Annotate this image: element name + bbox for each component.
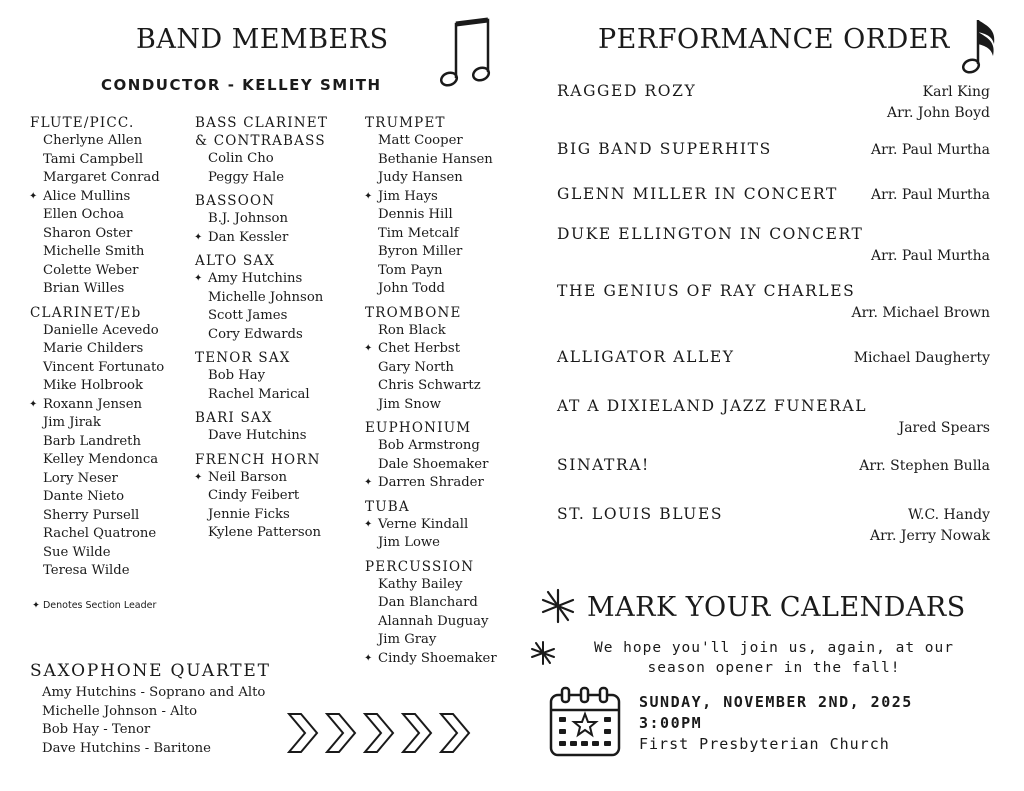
member-name: Scott James — [208, 308, 288, 323]
piece-credits — [852, 303, 991, 324]
member-name: Teresa Wilde — [43, 563, 130, 578]
performance-piece — [557, 348, 990, 366]
member-name: Kelley Mendonca — [43, 452, 159, 467]
piece-credits — [871, 185, 990, 206]
member-name: Kathy Bailey — [378, 576, 463, 592]
piece-credit: Arr. Jerry Nowak — [870, 528, 990, 544]
member-name: Alannah Duguay — [378, 613, 489, 629]
piece-credits — [871, 140, 990, 161]
mark-your-calendars-heading: MARK YOUR CALENDARS — [587, 592, 966, 623]
piece-title: GLENN MILLER IN CONCERT — [557, 185, 838, 203]
member-name: Rachel Quatrone — [43, 526, 157, 541]
performance-piece — [557, 282, 990, 321]
section-title: TRUMPET — [365, 115, 446, 131]
section-title: CLARINET/Eb — [30, 304, 142, 321]
section-title: EUPHONIUM — [365, 420, 472, 436]
member-name: Bethanie Hansen — [378, 151, 493, 167]
calendar-message-line1: We hope you'll join us, again, at our — [593, 640, 954, 656]
piece-credits — [871, 246, 990, 267]
section-leader-name: ✦ Darren Shrader — [365, 474, 497, 493]
performance-order-heading: PERFORMANCE ORDER — [598, 24, 950, 55]
member-name: Dante Nieto — [43, 489, 125, 504]
member-name: Tim Metcalf — [378, 225, 459, 241]
section-title: TROMBONE — [365, 304, 462, 321]
conductor-line: CONDUCTOR - KELLEY SMITH — [101, 76, 382, 94]
calendar-star-icon — [548, 686, 622, 760]
member-name: Colette Weber — [43, 262, 139, 278]
member-name: Cory Edwards — [208, 326, 303, 342]
member-name: Dennis Hill — [378, 207, 453, 222]
event-date: SUNDAY, NOVEMBER 2ND, 2025 — [639, 693, 913, 711]
section-leader-name: ✦ Chet Herbst — [365, 340, 497, 359]
piece-title: ST. LOUIS BLUES — [557, 505, 724, 523]
section-leader-name: ✦ Cindy Shoemaker — [365, 650, 497, 669]
member-name: Barb Landreth — [43, 433, 141, 449]
quartet-member: Amy Hutchins - Soprano and Alto — [42, 685, 266, 700]
section-title: TUBA — [365, 498, 410, 515]
section-title: ALTO SAX — [195, 253, 276, 269]
member-name: Mike Holbrook — [43, 378, 143, 393]
piece-title: DUKE ELLINGTON IN CONCERT — [557, 225, 864, 243]
member-name: Vincent Fortunato — [43, 359, 165, 375]
performance-piece — [557, 82, 990, 121]
section-leader-name: ✦ Jim Hays — [365, 188, 497, 207]
section-leader-note — [32, 600, 156, 611]
section-leader-name: ✦ Roxann Jensen — [30, 396, 164, 415]
event-venue: First Presbyterian Church — [639, 735, 890, 753]
piece-title: AT A DIXIELAND JAZZ FUNERAL — [557, 397, 868, 415]
member-name: Sharon Oster — [43, 225, 133, 241]
piece-credit: Arr. Paul Murtha — [871, 248, 990, 264]
member-name: Lory Neser — [43, 470, 118, 486]
piece-credit: Arr. Stephen Bulla — [859, 458, 990, 474]
member-name: Jim Lowe — [378, 535, 440, 550]
member-name: Danielle Acevedo — [43, 322, 159, 338]
section-leader-note-text: Denotes Section Leader — [42, 600, 157, 611]
piece-credit: Arr. John Boyd — [887, 105, 990, 121]
member-name: Dale Shoemaker — [378, 456, 489, 472]
member-name: Michelle Johnson — [208, 289, 324, 305]
section-title: & CONTRABASS — [195, 133, 326, 149]
piece-credit: Jared Spears — [898, 420, 990, 436]
piece-title: THE GENIUS OF RAY CHARLES — [557, 282, 856, 300]
member-name: Chris Schwartz — [378, 378, 481, 393]
member-name: Sherry Pursell — [43, 507, 140, 523]
member-name: Rachel Marical — [208, 386, 310, 402]
member-name: Michelle Smith — [43, 244, 145, 259]
section-leader-name: ✦ Dan Kessler — [195, 229, 328, 248]
member-name: Dave Hutchins — [208, 428, 307, 443]
member-name: Matt Cooper — [378, 133, 463, 148]
performance-piece — [557, 397, 990, 436]
member-name: Margaret Conrad — [43, 170, 160, 185]
members-column-2 — [195, 114, 328, 543]
piece-title: ALLIGATOR ALLEY — [557, 348, 735, 366]
band-members-heading: BAND MEMBERS — [136, 24, 389, 55]
performance-piece — [557, 456, 990, 474]
piece-title: BIG BAND SUPERHITS — [557, 140, 772, 158]
quartet-member: Michelle Johnson - Alto — [42, 703, 198, 719]
asterisk-sparkle-icon — [530, 640, 556, 666]
members-column-1 — [30, 114, 164, 581]
section-title: FRENCH HORN — [195, 451, 321, 468]
section-leader-name: ✦ Verne Kindall — [365, 516, 497, 535]
quartet-list — [30, 684, 271, 758]
music-note-icon — [958, 16, 1000, 76]
member-name: Jim Snow — [378, 396, 441, 412]
music-note-icon — [436, 16, 498, 94]
member-name: B.J. Johnson — [208, 211, 288, 226]
section-leader-name: ✦ Alice Mullins — [30, 188, 164, 207]
quartet-member: Bob Hay - Tenor — [42, 722, 151, 737]
section-leader-name: ✦ Amy Hutchins — [195, 270, 328, 289]
member-name: Bob Armstrong — [378, 438, 480, 453]
saxophone-quartet — [30, 660, 271, 758]
member-name: Tami Campbell — [43, 151, 144, 167]
member-name: Dan Blanchard — [378, 595, 478, 610]
calendar-message-line2: season opener in the fall! — [647, 660, 901, 676]
member-name: Brian Willes — [43, 281, 125, 296]
member-name: Jim Gray — [378, 632, 437, 647]
member-name: Byron Miller — [378, 244, 463, 259]
section-title: FLUTE/PICC. — [30, 115, 135, 131]
calendar-message — [560, 638, 988, 678]
member-name: Marie Childers — [43, 341, 144, 356]
performance-piece — [557, 185, 990, 203]
piece-title: RAGGED ROZY — [557, 82, 697, 100]
piece-credits — [859, 456, 990, 477]
section-title: TENOR SAX — [195, 350, 291, 366]
section-title: BARI SAX — [195, 410, 273, 426]
piece-title: SINATRA! — [557, 456, 650, 474]
member-name: Sue Wilde — [43, 544, 111, 560]
performance-piece — [557, 505, 990, 544]
piece-credits — [870, 505, 990, 547]
piece-credit: Arr. Paul Murtha — [871, 187, 990, 203]
members-column-3 — [365, 114, 497, 668]
member-name: Ellen Ochoa — [43, 207, 125, 222]
performance-piece — [557, 225, 990, 264]
chevron-arrows-icon — [287, 710, 479, 756]
piece-credit: Arr. Michael Brown — [851, 305, 990, 321]
quartet-title: SAXOPHONE QUARTET — [30, 661, 271, 681]
piece-credit: Michael Daugherty — [853, 350, 990, 366]
member-name: Cindy Feibert — [208, 488, 300, 503]
section-leader-name: ✦ Neil Barson — [195, 469, 328, 488]
member-name: John Todd — [378, 281, 445, 296]
piece-credits — [899, 418, 990, 439]
piece-credits — [887, 82, 990, 124]
member-name: Jim Jirak — [43, 415, 101, 430]
member-name: Judy Hansen — [378, 170, 463, 185]
piece-credit: W.C. Handy — [908, 507, 990, 523]
piece-credit: Arr. Paul Murtha — [871, 142, 990, 158]
event-time: 3:00PM — [639, 714, 703, 732]
section-title: PERCUSSION — [365, 558, 475, 575]
member-name: Peggy Hale — [208, 169, 284, 185]
member-name: Gary North — [378, 359, 454, 375]
member-name: Colin Cho — [208, 151, 274, 166]
member-name: Kylene Patterson — [208, 525, 322, 540]
piece-credit: Karl King — [922, 84, 990, 100]
section-title: BASSOON — [195, 193, 276, 209]
section-title: BASS CLARINET — [195, 115, 329, 131]
member-name: Jennie Ficks — [208, 506, 290, 522]
piece-credits — [854, 348, 990, 369]
member-name: Bob Hay — [208, 368, 266, 383]
member-name: Cherlyne Allen — [43, 133, 143, 148]
member-name: Ron Black — [378, 322, 446, 338]
member-name: Tom Payn — [378, 262, 443, 278]
performance-piece — [557, 140, 990, 158]
quartet-member: Dave Hutchins - Baritone — [42, 740, 211, 756]
asterisk-sparkle-icon — [540, 588, 576, 624]
four-point-star-icon: ✦ — [32, 600, 43, 611]
